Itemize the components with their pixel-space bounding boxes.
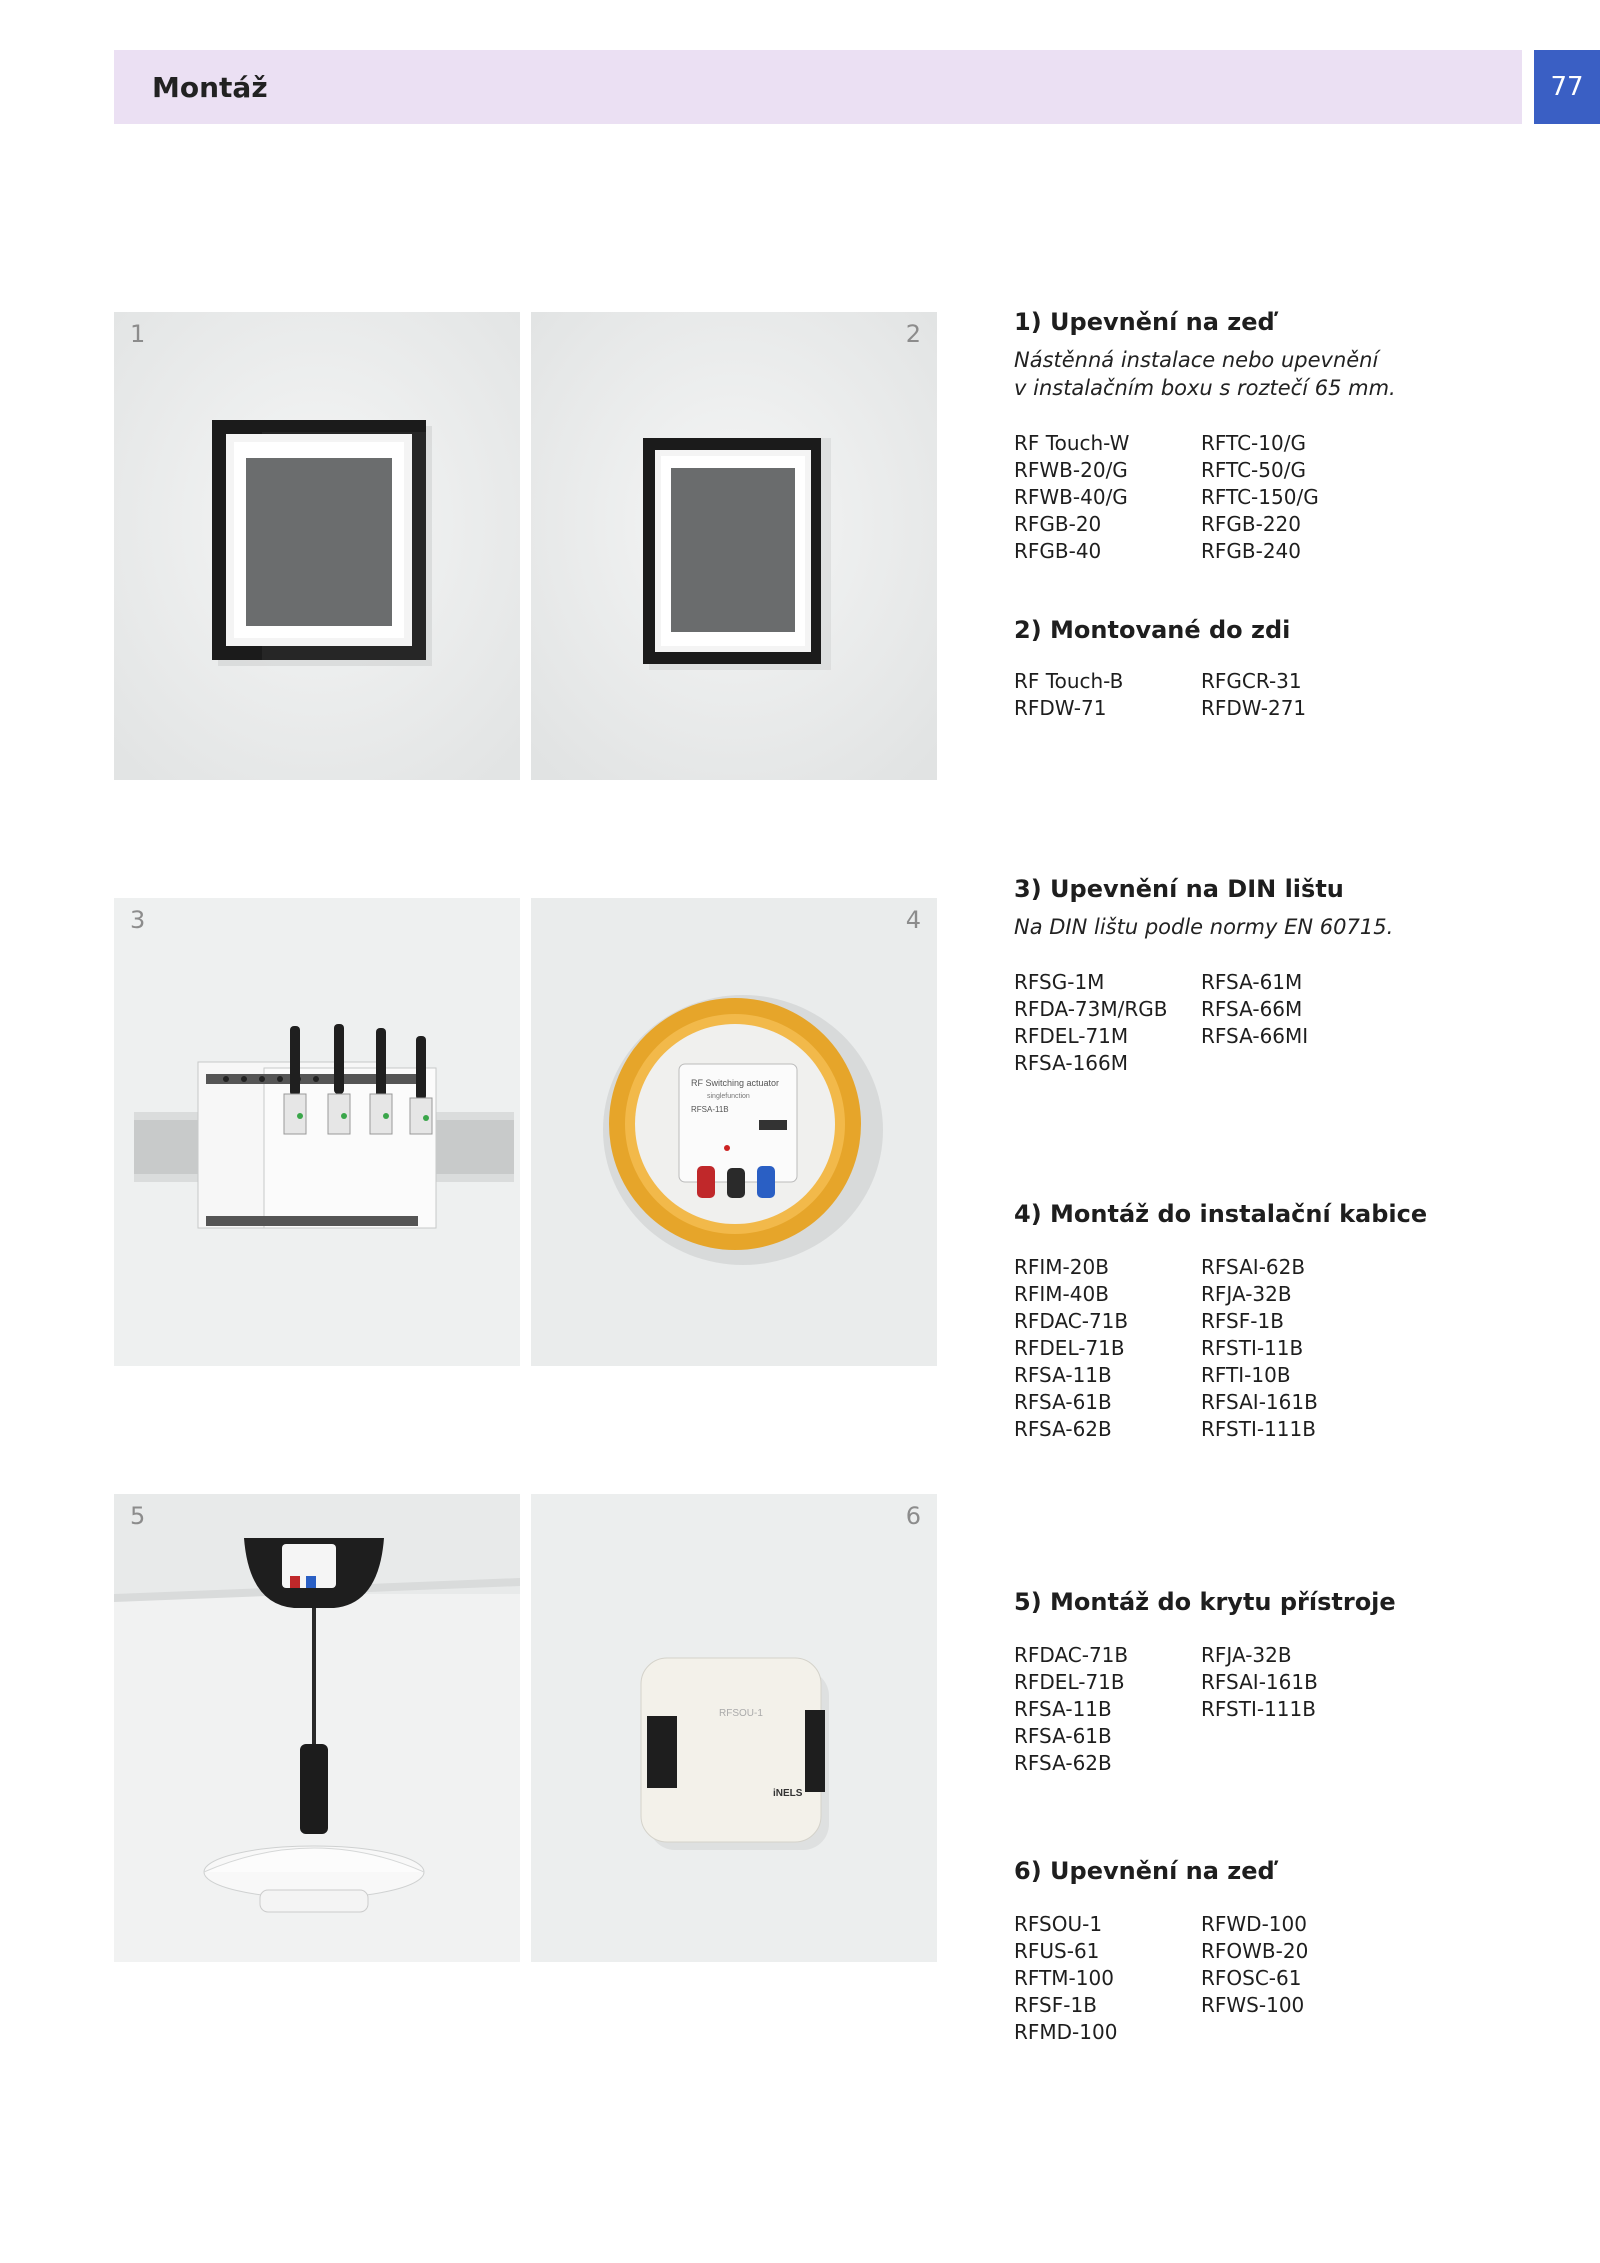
model-name: RFIM-40B [1014, 1282, 1109, 1306]
actuator-title-label: RF Switching actuator [691, 1078, 780, 1088]
section-title: 6) Upevnění na zeď [1014, 1857, 1275, 1885]
model-name: RFGCR-31 [1201, 669, 1302, 693]
section-4 [1014, 1198, 1494, 1443]
model-name: RFSA-62B [1014, 1751, 1112, 1775]
model-name: RFSF-1B [1014, 1993, 1097, 2017]
model-name: RFTC-50/G [1201, 458, 1306, 482]
model-name: RFSF-1B [1201, 1309, 1284, 1333]
model-name: RF Touch-B [1014, 669, 1124, 693]
section-1 [1014, 306, 1494, 565]
model-name: RFDEL-71M [1014, 1024, 1129, 1048]
model-name: RFSAI-161B [1201, 1390, 1318, 1414]
section-title: 3) Upevnění na DIN lištu [1014, 875, 1344, 903]
model-name: RFSTI-111B [1201, 1697, 1316, 1721]
wall-housing-illustration [531, 1494, 937, 1962]
black-touch-panel-illustration [114, 312, 520, 780]
section-title: 5) Montáž do krytu přístroje [1014, 1588, 1396, 1616]
model-name: RFGB-220 [1201, 512, 1302, 536]
photo-number: 3 [130, 906, 146, 934]
photo-5-lamp-canopy [114, 1494, 520, 1962]
model-name: RFSA-166M [1014, 1051, 1129, 1075]
section-6 [1014, 1855, 1494, 2046]
model-name: RF Touch-W [1014, 431, 1130, 455]
model-list [1014, 668, 1494, 722]
model-name: RFIM-20B [1014, 1255, 1109, 1279]
model-name: RFWB-40/G [1014, 485, 1128, 509]
model-name: RFSG-1M [1014, 970, 1105, 994]
flush-touch-panel-illustration [531, 312, 937, 780]
model-name: RFWD-100 [1201, 1912, 1307, 1936]
photo-number: 2 [905, 320, 921, 348]
model-name: RFSA-66MI [1201, 1024, 1309, 1048]
brand-logo: iNELS [773, 1788, 803, 1799]
model-name: RFSAI-161B [1201, 1670, 1318, 1694]
model-name: RFDA-73M/RGB [1014, 997, 1168, 1021]
model-name: RFWB-20/G [1014, 458, 1128, 482]
pendant-lamp-illustration [114, 1494, 520, 1962]
model-name: RFJA-32B [1201, 1643, 1292, 1667]
model-list [1014, 1642, 1494, 1777]
model-name: RFWS-100 [1201, 1993, 1305, 2017]
model-name: RFSA-61B [1014, 1724, 1112, 1748]
model-name: RFGB-240 [1201, 539, 1302, 563]
model-name: RFDAC-71B [1014, 1643, 1129, 1667]
section-title: 1) Upevnění na zeď [1014, 308, 1275, 336]
din-rail-modules-illustration [114, 898, 520, 1366]
model-name: RFGB-20 [1014, 512, 1102, 536]
model-name: RFSAI-62B [1201, 1255, 1306, 1279]
description-line: Na DIN lištu podle normy EN 60715. [1014, 915, 1394, 939]
model-name: RFSA-11B [1014, 1697, 1112, 1721]
photo-number: 1 [130, 320, 146, 348]
photo-4-installation-box [531, 898, 937, 1366]
description-line: v instalačním boxu s roztečí 65 mm. [1014, 376, 1396, 400]
model-name: RFSA-66M [1201, 997, 1303, 1021]
model-name: RFSTI-11B [1201, 1336, 1304, 1360]
model-name: RFDW-71 [1014, 696, 1107, 720]
description-line: Nástěnná instalace nebo upevnění [1014, 348, 1379, 372]
model-list [1014, 1254, 1494, 1443]
section-3 [1014, 873, 1494, 1077]
installation-box-illustration [531, 898, 937, 1366]
model-name: RFDW-271 [1201, 696, 1307, 720]
model-name: RFMD-100 [1014, 2020, 1118, 2044]
photo-1-wall-mount-black [114, 312, 520, 780]
model-list [1014, 430, 1494, 565]
model-list [1014, 969, 1494, 1077]
section-description [1014, 346, 1494, 402]
model-name: RFJA-32B [1201, 1282, 1292, 1306]
model-name: RFSOU-1 [1014, 1912, 1103, 1936]
photo-3-din-rail-modules [114, 898, 520, 1366]
model-name: RFSA-61B [1014, 1390, 1112, 1414]
section-description [1014, 913, 1494, 941]
section-2 [1014, 614, 1494, 722]
model-name: RFSA-62B [1014, 1417, 1112, 1441]
model-name: RFUS-61 [1014, 1939, 1100, 1963]
model-name: RFTM-100 [1014, 1966, 1114, 1990]
photo-6-wall-housing [531, 1494, 937, 1962]
model-name: RFSA-61M [1201, 970, 1303, 994]
section-title: 4) Montáž do instalační kabice [1014, 1200, 1428, 1228]
model-name: RFDEL-71B [1014, 1336, 1125, 1360]
photo-2-wall-flush-mount [531, 312, 937, 780]
model-name: RFSA-11B [1014, 1363, 1112, 1387]
page-number: 77 [1534, 50, 1600, 124]
page-title: Montáž [152, 70, 268, 104]
photo-number: 6 [905, 1502, 921, 1530]
model-name: RFGB-40 [1014, 539, 1102, 563]
model-name: RFOWB-20 [1201, 1939, 1309, 1963]
actuator-sub-label: singlefunction [707, 1093, 750, 1100]
photo-number: 5 [130, 1502, 146, 1530]
model-name: RFOSC-61 [1201, 1966, 1302, 1990]
model-name: RFTC-10/G [1201, 431, 1306, 455]
model-name: RFTI-10B [1201, 1363, 1291, 1387]
model-name: RFTC-150/G [1201, 485, 1319, 509]
model-list [1014, 1911, 1494, 2046]
model-name: RFDAC-71B [1014, 1309, 1129, 1333]
actuator-model-label: RFSA-11B [691, 1105, 729, 1114]
section-5 [1014, 1586, 1494, 1777]
model-name: RFSTI-111B [1201, 1417, 1316, 1441]
section-title: 2) Montované do zdi [1014, 616, 1291, 644]
chapter-header [114, 50, 1522, 124]
housing-model-label: RFSOU-1 [719, 1708, 763, 1719]
photo-number: 4 [905, 906, 921, 934]
model-name: RFDEL-71B [1014, 1670, 1125, 1694]
